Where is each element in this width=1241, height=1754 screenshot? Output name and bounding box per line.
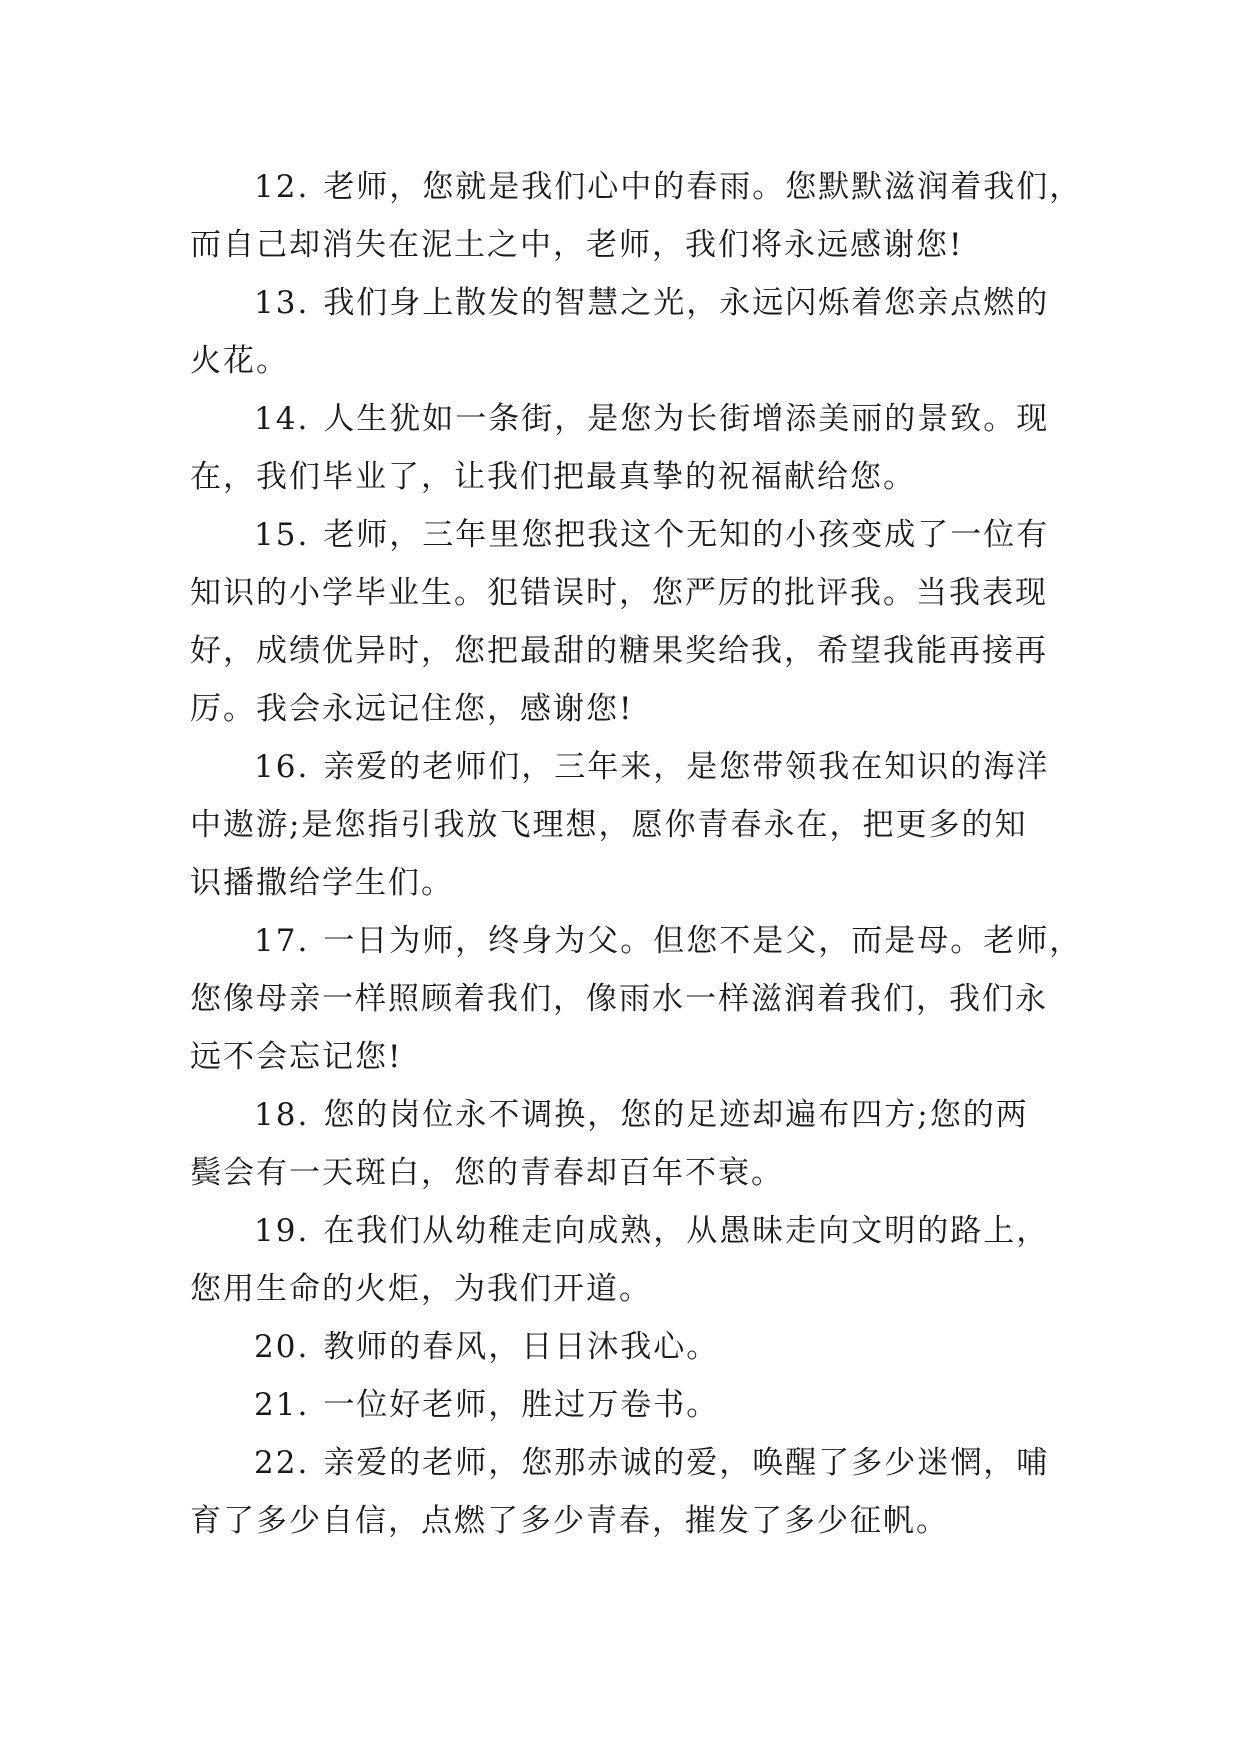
document-body xyxy=(190,158,1083,1550)
paragraph-line: 厉。我会永远记住您，感谢您! xyxy=(190,691,634,727)
paragraph-line: 亲爱的老师，您那赤诚的爱，唤醒了多少迷惘，哺 xyxy=(323,1445,1050,1481)
paragraph-20 xyxy=(190,1318,1062,1376)
paragraph-line: 老师，您就是我们心中的春雨。您默默滋润着我们， xyxy=(323,169,1083,205)
paragraph-line: 您用生命的火炬，为我们开道。 xyxy=(190,1271,652,1307)
paragraph-21 xyxy=(190,1376,1062,1434)
paragraph-line: 知识的小学毕业生。犯错误时，您严厉的批评我。当我表现 xyxy=(190,575,1048,611)
paragraph-line: 一日为师，终身为父。但您不是父，而是母。老师， xyxy=(323,923,1083,959)
item-number: 12. xyxy=(254,169,310,205)
paragraph-line: 火花。 xyxy=(190,343,289,379)
paragraph-19 xyxy=(190,1202,1062,1318)
paragraph-line: 好，成绩优异时，您把最甜的糖果奖给我，希望我能再接再 xyxy=(190,633,1048,669)
paragraph-line: 在我们从幼稚走向成熟，从愚昧走向文明的路上， xyxy=(323,1213,1050,1249)
item-number: 15. xyxy=(254,517,310,553)
item-number: 20. xyxy=(254,1329,310,1365)
item-number: 14. xyxy=(254,401,310,437)
paragraph-line: 一位好老师，胜过万卷书。 xyxy=(323,1387,720,1423)
paragraph-14 xyxy=(190,390,1062,506)
paragraph-15 xyxy=(190,506,1062,738)
paragraph-line: 在，我们毕业了，让我们把最真挚的祝福献给您。 xyxy=(190,459,916,495)
item-number: 18. xyxy=(254,1097,310,1133)
paragraph-line: 老师，三年里您把我这个无知的小孩变成了一位有 xyxy=(323,517,1050,553)
paragraph-line: 中遨游;是您指引我放飞理想，愿你青春永在，把更多的知 xyxy=(190,807,1028,843)
item-number: 21. xyxy=(254,1387,310,1423)
paragraph-line: 育了多少自信，点燃了多少青春，摧发了多少征帆。 xyxy=(190,1503,949,1539)
paragraph-line: 我们身上散发的智慧之光，永远闪烁着您亲点燃的 xyxy=(323,285,1050,321)
paragraph-line: 远不会忘记您! xyxy=(190,1039,403,1075)
item-number: 17. xyxy=(254,923,310,959)
paragraph-line: 人生犹如一条街，是您为长街增添美丽的景致。现 xyxy=(323,401,1050,437)
item-number: 22. xyxy=(254,1445,310,1481)
paragraph-line: 识播撒给学生们。 xyxy=(190,865,454,901)
item-number: 16. xyxy=(254,749,310,785)
paragraph-16 xyxy=(190,738,1062,912)
paragraph-17 xyxy=(190,912,1083,1086)
item-number: 13. xyxy=(254,285,310,321)
paragraph-22 xyxy=(190,1434,1062,1550)
paragraph-line: 而自己却消失在泥土之中，老师，我们将永远感谢您! xyxy=(190,227,964,263)
paragraph-13 xyxy=(190,274,1062,390)
paragraph-18 xyxy=(190,1086,1062,1202)
paragraph-line: 您像母亲一样照顾着我们，像雨水一样滋润着我们，我们永 xyxy=(190,981,1048,1017)
paragraph-12 xyxy=(190,158,1083,274)
paragraph-line: 鬓会有一天斑白，您的青春却百年不衰。 xyxy=(190,1155,784,1191)
paragraph-line: 亲爱的老师们，三年来，是您带领我在知识的海洋 xyxy=(323,749,1050,785)
item-number: 19. xyxy=(254,1213,310,1249)
paragraph-line: 教师的春风，日日沐我心。 xyxy=(323,1329,720,1365)
paragraph-line: 您的岗位永不调换，您的足迹却遍布四方;您的两 xyxy=(323,1097,1029,1133)
